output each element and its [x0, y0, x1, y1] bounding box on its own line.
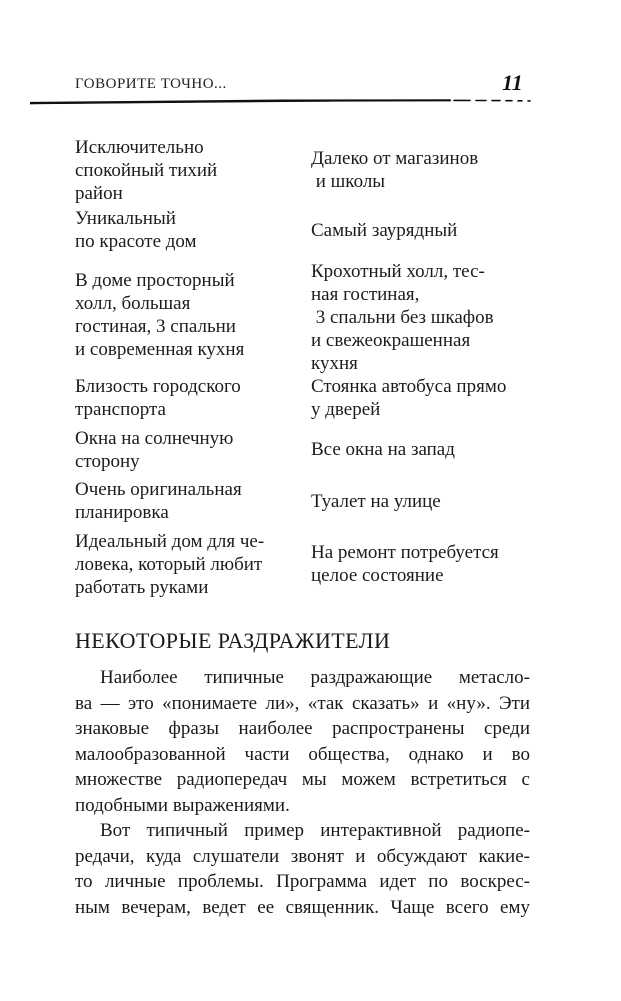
comparison-left: Окна на солнечную сторону [75, 428, 234, 472]
comparison-left: В доме просторный холл, большая гостиная, 3 спальни и современная кухня [75, 270, 245, 360]
running-title: ГОВОРИТЕ ТОЧНО... [75, 76, 227, 92]
comparison-right: Стоянка автобуса прямо у дверей [311, 376, 507, 420]
comparison-right: Все окна на запад [311, 439, 455, 460]
header-rule [30, 98, 540, 106]
comparison-left: Исключительно спокойный тихий район [75, 137, 218, 204]
comparison-right: Туалет на улице [311, 491, 441, 512]
comparison-left: Уникальный по красоте дом [75, 208, 197, 252]
comparison-right: Крохотный холл, тес- ная гостиная, 3 спальни без шкафов и свежеокрашенная кухня [311, 261, 494, 374]
comparison-left: Очень оригинальная планировка [75, 479, 242, 523]
comparison-left: Близость городского транспорта [75, 376, 241, 420]
comparison-left: Идеальный дом для че- ловека, который любит работать руками [75, 531, 265, 598]
comparison-right: На ремонт потребуется целое состояние [311, 542, 499, 586]
section-heading: НЕКОТОРЫЕ РАЗДРАЖИТЕЛИ [75, 628, 391, 653]
body-paragraph: Вот типичный пример интерактивной радиопе- редачи, куда слушатели звонят и обсуждают какие- то личные проблемы. Программа идет по воскрес- ным вечерам, ведет ее священник. Чаще всего ему [75, 820, 530, 918]
page-number: 11 [502, 70, 523, 95]
comparison-right: Самый заурядный [311, 220, 458, 241]
comparison-right: Далеко от магазинов и школы [311, 148, 479, 192]
body-paragraph: Наиболее типичные раздражающие метасло- ва — это «понимаете ли», «так сказать» и «ну». Эти знаковые фразы наиболее распространены среди малообразованной части общества, однако и во множестве радиопередач мы можем встретиться с подобными выражениями. [75, 667, 530, 816]
